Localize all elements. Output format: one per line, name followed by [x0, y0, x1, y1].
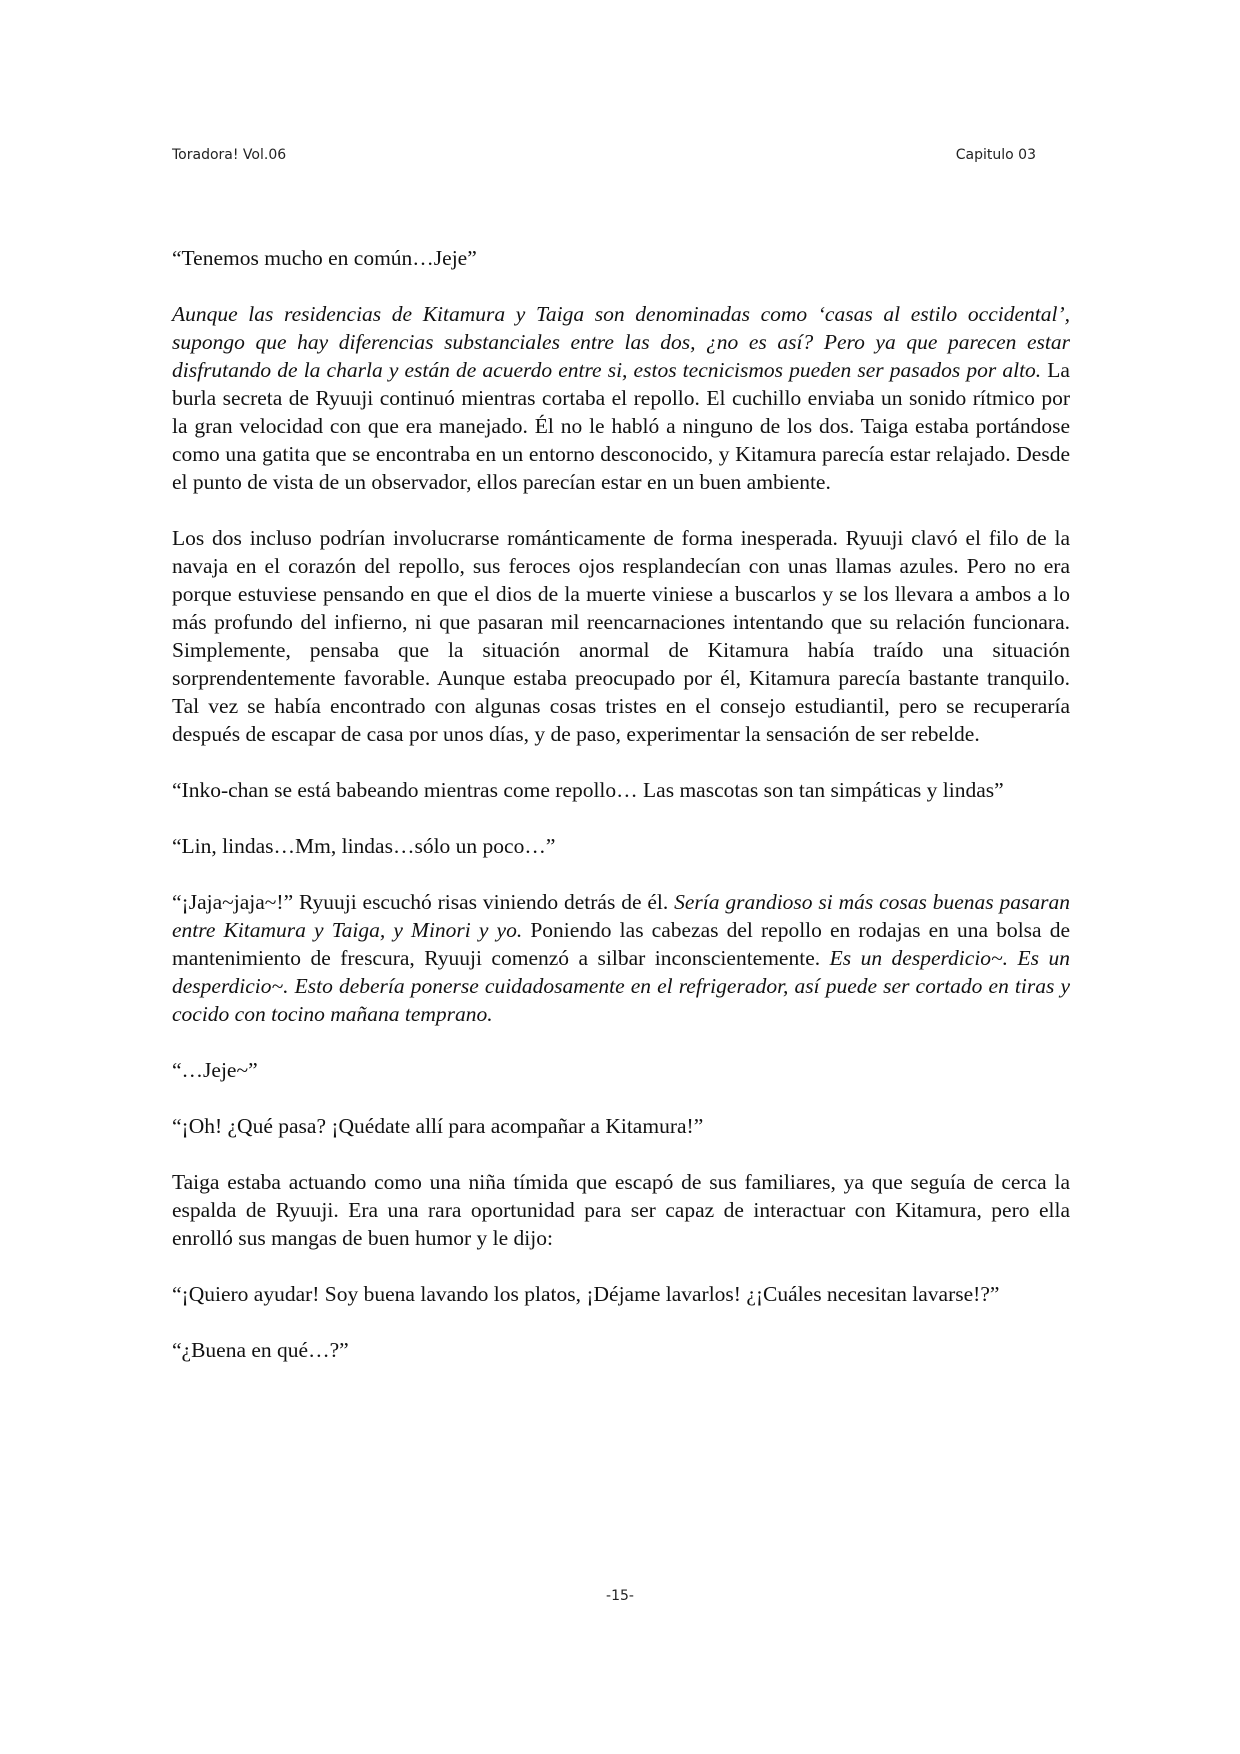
text-run: La burla secreta de Ryuuji continuó mientras cortaba el repollo. El cuchillo enviaba un sonido rítmico por la gran velocidad con que era manejado. Él no le habló a ninguno de los dos. Taiga estaba portándose como una gatita que se encontraba en un entorno desconocido, y Kitamura parecía estar relajado. Desde el punto de vista de un observador, ellos parecían estar en un buen ambiente. — [172, 358, 1070, 494]
italic-text-run: Sería grandioso si más cosas buenas pasaran entre Kitamura y Taiga, y Minori y yo. — [172, 890, 1070, 942]
paragraph — [172, 300, 1070, 496]
text-run: “Inko-chan se está babeando mientras come repollo… Las mascotas son tan simpáticas y lindas” — [172, 778, 1004, 802]
text-run: “Tenemos mucho en común…Jeje” — [172, 246, 477, 270]
paragraph — [172, 832, 1070, 860]
paragraph — [172, 1168, 1070, 1252]
text-run: “¡Quiero ayudar! Soy buena lavando los platos, ¡Déjame lavarlos! ¿¡Cuáles necesitan lavarse!?” — [172, 1282, 1000, 1306]
paragraph — [172, 1336, 1070, 1364]
paragraph — [172, 1056, 1070, 1084]
text-run: “¿Buena en qué…?” — [172, 1338, 349, 1362]
paragraph — [172, 1112, 1070, 1140]
italic-text-run: Aunque las residencias de Kitamura y Taiga son denominadas como ‘casas al estilo occidental’, supongo que hay diferencias substanciales entre las dos, ¿no es así? Pero ya que parecen estar disfrutando de la charla y están de acuerdo entre si, estos tecnicismos pueden ser pasados por alto. — [172, 302, 1070, 382]
paragraph — [172, 1280, 1070, 1308]
header-chapter: Capitulo 03 — [955, 147, 1036, 163]
text-run: “Lin, lindas…Mm, lindas…sólo un poco…” — [172, 834, 556, 858]
body-text — [172, 244, 1070, 1392]
text-run: Poniendo las cabezas del repollo en rodajas en una bolsa de mantenimiento de frescura, Ryuuji comenzó a silbar inconscientemente. — [172, 918, 1070, 970]
page-number: -15- — [606, 1588, 634, 1604]
text-run: “¡Jaja~jaja~!” Ryuuji escuchó risas viniendo detrás de él. — [172, 890, 675, 914]
text-run: Los dos incluso podrían involucrarse románticamente de forma inesperada. Ryuuji clavó el filo de la navaja en el corazón del repollo, sus feroces ojos resplandecían con unas llamas azules. Pero no era porque estuviese pensando en que el dios de la muerte viniese a buscarlos y se los llevara a ambos a lo más profundo del infierno, ni que pasaran mil reencarnaciones intentando que su relación funcionara. Simplemente, pensaba que la situación anormal de Kitamura había traído una situación sorprendentemente favorable. Aunque estaba preocupado por él, Kitamura parecía bastante tranquilo. Tal vez se había encontrado con algunas cosas tristes en el consejo estudiantil, pero se recuperaría después de escapar de casa por unos días, y de paso, experimentar la sensación de ser rebelde. — [172, 526, 1070, 746]
paragraph — [172, 776, 1070, 804]
text-run: Taiga estaba actuando como una niña tímida que escapó de sus familiares, ya que seguía de cerca la espalda de Ryuuji. Era una rara oportunidad para ser capaz de interactuar con Kitamura, pero ella enrolló sus mangas de buen humor y le dijo: — [172, 1170, 1070, 1250]
paragraph — [172, 888, 1070, 1028]
paragraph — [172, 244, 1070, 272]
text-run: “¡Oh! ¿Qué pasa? ¡Quédate allí para acompañar a Kitamura!” — [172, 1114, 704, 1138]
header-book-title: Toradora! Vol.06 — [172, 147, 287, 163]
page-footer — [0, 1588, 1240, 1604]
paragraph — [172, 524, 1070, 748]
text-run: “…Jeje~” — [172, 1058, 258, 1082]
italic-text-run: Es un desperdicio~. Es un desperdicio~. Esto debería ponerse cuidadosamente en el refrigerador, así puede ser cortado en tiras y cocido con tocino mañana temprano. — [172, 946, 1070, 1026]
